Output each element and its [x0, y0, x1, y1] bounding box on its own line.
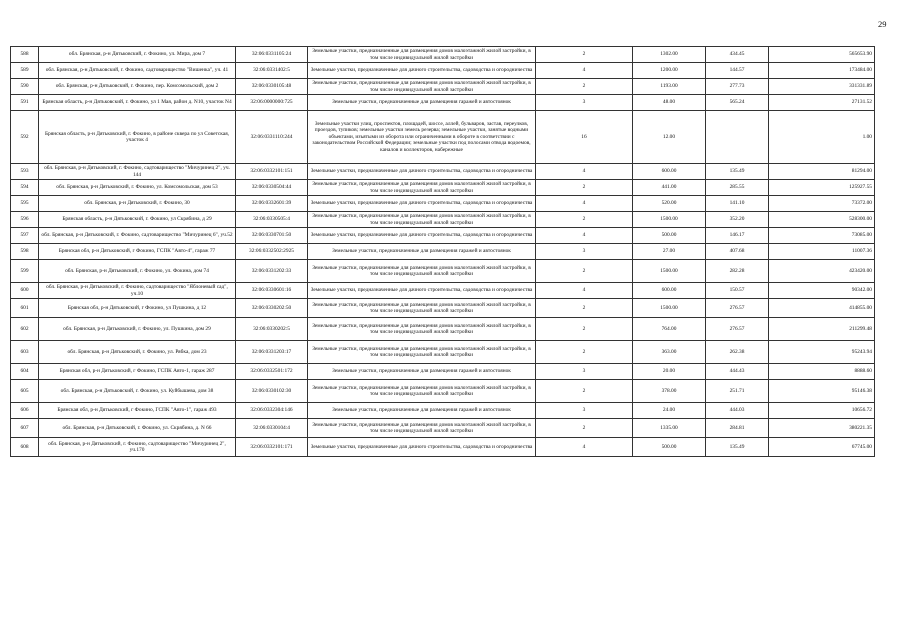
address-cell: обл. Брянская, р-н Дятьковский, г. Фокино, ул. Рябка, дом 23 [39, 341, 236, 364]
specific-value-cell: 276.57 [706, 318, 769, 341]
specific-value-cell: 282.28 [706, 260, 769, 283]
row-number-cell: 596 [11, 212, 39, 228]
permitted-use-cell: Земельные участки, предназначенные для размещения домов малоэтажной жилой застройки, в том числе индивидуальной жилой застройки [308, 212, 536, 228]
row-number-cell: 591 [11, 95, 39, 111]
use-group-cell: 3 [536, 95, 633, 111]
use-group-cell: 3 [536, 403, 633, 419]
row-number-cell: 593 [11, 164, 39, 180]
specific-value-cell: 277.73 [706, 79, 769, 95]
permitted-use-cell: Земельные участки, предназначенные для дачного строительства, садоводства и огородничества [308, 63, 536, 79]
specific-value-cell: 407.68 [706, 244, 769, 260]
cadastral-number-cell: 32:06:0332304:146 [236, 403, 308, 419]
specific-value-cell: 444.03 [706, 403, 769, 419]
permitted-use-cell: Земельные участки, предназначенные для дачного строительства, садоводства и огородничества [308, 283, 536, 299]
use-group-cell: 4 [536, 196, 633, 212]
cadastral-number-cell: 32:06:0330202:5 [236, 318, 308, 341]
specific-value-cell: 135.49 [706, 438, 769, 457]
row-number-cell: 601 [11, 299, 39, 318]
cadastral-number-cell: 32:06:0330202:50 [236, 299, 308, 318]
cadastral-number-cell: 32:06:0330601:16 [236, 283, 308, 299]
address-cell: Брянская обл, р-н Дятьковский, г Фокино, ГСПК "Авто-4", гараж 77 [39, 244, 236, 260]
use-group-cell: 2 [536, 299, 633, 318]
area-cell: 378.00 [633, 380, 706, 403]
row-number-cell: 588 [11, 47, 39, 63]
table-row [11, 283, 875, 299]
cadastral-number-cell: 32:06:0332601:39 [236, 196, 308, 212]
specific-value-cell: 444.43 [706, 364, 769, 380]
permitted-use-cell: Земельные участки, предназначенные для размещения домов малоэтажной жилой застройки, в том числе индивидуальной жилой застройки [308, 260, 536, 283]
permitted-use-cell: Земельные участки, предназначенные для размещения гаражей и автостоянок [308, 95, 536, 111]
table-row [11, 164, 875, 180]
table-row [11, 299, 875, 318]
cadastral-value-cell: 73372.00 [769, 196, 875, 212]
cadastral-number-cell: 32:06:0331110:244 [236, 111, 308, 164]
address-cell: Брянская обл, р-н Дятьковский, г Фокино, ул Пушкина, д 12 [39, 299, 236, 318]
area-cell: 1500.00 [633, 299, 706, 318]
address-cell: Брянская область, р-н Дятьковский, г. Фокино, ул Скрябина, д 29 [39, 212, 236, 228]
specific-value-cell: 284.81 [706, 419, 769, 438]
area-cell: 1200.00 [633, 63, 706, 79]
cadastral-value-cell: 173484.00 [769, 63, 875, 79]
address-cell: обл. Брянская, р-н Дятьковский, г. Фокино, ул. Пушкина, дом 29 [39, 318, 236, 341]
table-row [11, 380, 875, 403]
cadastral-number-cell: 32:06:0331105:24 [236, 47, 308, 63]
specific-value-cell: 352.20 [706, 212, 769, 228]
table-row [11, 212, 875, 228]
area-cell: 48.00 [633, 95, 706, 111]
table-row [11, 244, 875, 260]
cadastral-value-cell: 90342.00 [769, 283, 875, 299]
table-row [11, 364, 875, 380]
row-number-cell: 592 [11, 111, 39, 164]
address-cell: Брянская область, р-н Дятьковский, г. Фокино, в районе сквера по ул Советская, участок 4 [39, 111, 236, 164]
specific-value-cell: 144.57 [706, 63, 769, 79]
cadastral-value-cell: 423420.00 [769, 260, 875, 283]
cadastral-number-cell: 32:06:0331202:33 [236, 260, 308, 283]
address-cell: обл. Брянская, р-н Дятьковский, г. Фокино, пер. Комсомольский, дом 2 [39, 79, 236, 95]
area-cell: 1335.00 [633, 419, 706, 438]
row-number-cell: 603 [11, 341, 39, 364]
cadastral-value-cell: 95146.38 [769, 380, 875, 403]
use-group-cell: 2 [536, 341, 633, 364]
area-cell: 363.00 [633, 341, 706, 364]
permitted-use-cell: Земельные участки, предназначенные для размещения домов малоэтажной жилой застройки, в том числе индивидуальной жилой застройки [308, 79, 536, 95]
row-number-cell: 594 [11, 180, 39, 196]
cadastral-value-cell: 125927.55 [769, 180, 875, 196]
table-row [11, 63, 875, 79]
cadastral-value-cell: 211299.48 [769, 318, 875, 341]
address-cell: обл. Брянская, р-н Дятьковский, г. Фокино, ул. Куйбышева, дом 38 [39, 380, 236, 403]
permitted-use-cell: Земельные участки улиц, проспектов, площадей, шоссе, аллей, бульваров, застав, переулков, проездов, тупиков; земельные участки земель резерва; земельные участки, занятые водными объектами, изъятыми из оборота или ограниченными в обороте в соответствии с законодательством Российской Федерации; земельные участки под полосами отвода водоемов, каналов и коллекторов, набережные [308, 111, 536, 164]
table-row [11, 260, 875, 283]
specific-value-cell: 276.57 [706, 299, 769, 318]
area-cell: 500.00 [633, 438, 706, 457]
use-group-cell: 4 [536, 63, 633, 79]
specific-value-cell: 141.10 [706, 196, 769, 212]
area-cell: 20.00 [633, 364, 706, 380]
permitted-use-cell: Земельные участки, предназначенные для размещения домов малоэтажной жилой застройки, в том числе индивидуальной жилой застройки [308, 299, 536, 318]
permitted-use-cell: Земельные участки, предназначенные для размещения домов малоэтажной жилой застройки, в том числе индивидуальной жилой застройки [308, 419, 536, 438]
table-row [11, 111, 875, 164]
specific-value-cell: 135.49 [706, 164, 769, 180]
use-group-cell: 2 [536, 47, 633, 63]
cadastral-value-cell: 414855.00 [769, 299, 875, 318]
row-number-cell: 605 [11, 380, 39, 403]
table-row [11, 419, 875, 438]
use-group-cell: 2 [536, 212, 633, 228]
land-registry-table [10, 46, 875, 457]
specific-value-cell: 146.17 [706, 228, 769, 244]
cadastral-value-cell: 67745.00 [769, 438, 875, 457]
cadastral-number-cell: 32:06:0330504:44 [236, 180, 308, 196]
address-cell: обл. Брянская, р-н Дятьковский, г. Фокино, ул. Комсомольская, дом 53 [39, 180, 236, 196]
area-cell: 441.00 [633, 180, 706, 196]
table-row [11, 47, 875, 63]
specific-value-cell: 262.38 [706, 341, 769, 364]
row-number-cell: 595 [11, 196, 39, 212]
use-group-cell: 16 [536, 111, 633, 164]
table-row [11, 318, 875, 341]
cadastral-value-cell: 10656.72 [769, 403, 875, 419]
area-cell: 600.00 [633, 164, 706, 180]
cadastral-number-cell: 32:06:0330104:4 [236, 419, 308, 438]
cadastral-number-cell: 32:06:0000000:725 [236, 95, 308, 111]
row-number-cell: 604 [11, 364, 39, 380]
area-cell: 520.00 [633, 196, 706, 212]
cadastral-value-cell: 95243.94 [769, 341, 875, 364]
row-number-cell: 600 [11, 283, 39, 299]
use-group-cell: 2 [536, 419, 633, 438]
area-cell: 27.00 [633, 244, 706, 260]
cadastral-number-cell: 32:06:0330701:50 [236, 228, 308, 244]
row-number-cell: 599 [11, 260, 39, 283]
address-cell: обл. Брянская, р-н Дятьковский, г. Фокино, ул. Фокина, дом 74 [39, 260, 236, 283]
cadastral-value-cell: 565653.90 [769, 47, 875, 63]
address-cell: обл. Брянская, р-н Дятьковский, г. Фокино, ул. Скрябина, д. N 66 [39, 419, 236, 438]
permitted-use-cell: Земельные участки, предназначенные для размещения гаражей и автостоянок [308, 364, 536, 380]
cadastral-number-cell: 32:06:0332502:2925 [236, 244, 308, 260]
table-row [11, 95, 875, 111]
area-cell: 500.00 [633, 228, 706, 244]
cadastral-value-cell: 380221.35 [769, 419, 875, 438]
area-cell: 1500.00 [633, 260, 706, 283]
area-cell: 1193.00 [633, 79, 706, 95]
row-number-cell: 589 [11, 63, 39, 79]
address-cell: Брянская обл, р-н Дятьковский, г Фокино, ГСПК Авто-1, гараж 287 [39, 364, 236, 380]
permitted-use-cell: Земельные участки, предназначенные для дачного строительства, садоводства и огородничества [308, 228, 536, 244]
cadastral-value-cell: 1.00 [769, 111, 875, 164]
permitted-use-cell: Земельные участки, предназначенные для размещения домов малоэтажной жилой застройки, в том числе индивидуальной жилой застройки [308, 380, 536, 403]
cadastral-number-cell: 32:06:0330105:48 [236, 79, 308, 95]
cadastral-number-cell: 32:06:0331402:5 [236, 63, 308, 79]
table-row [11, 196, 875, 212]
address-cell: обл. Брянская, р-н Дятьковский, г. Фокино, садтоварищество "Мичуринец 6", уч.52 [39, 228, 236, 244]
use-group-cell: 2 [536, 260, 633, 283]
use-group-cell: 3 [536, 244, 633, 260]
row-number-cell: 590 [11, 79, 39, 95]
use-group-cell: 4 [536, 228, 633, 244]
cadastral-number-cell: 32:06:0330505:4 [236, 212, 308, 228]
table-row [11, 341, 875, 364]
cadastral-value-cell: 331331.89 [769, 79, 875, 95]
permitted-use-cell: Земельные участки, предназначенные для размещения домов малоэтажной жилой застройки, в том числе индивидуальной жилой застройки [308, 47, 536, 63]
address-cell: Брянская обл, р-н Дятьковский, г Фокино, ГСПК "Авто-1", гараж 493 [39, 403, 236, 419]
permitted-use-cell: Земельные участки, предназначенные для размещения гаражей и автостоянок [308, 403, 536, 419]
cadastral-number-cell: 32:06:0332501:172 [236, 364, 308, 380]
specific-value-cell: 565.24 [706, 95, 769, 111]
cadastral-number-cell: 32:06:0332101:171 [236, 438, 308, 457]
area-cell: 1302.00 [633, 47, 706, 63]
address-cell: обл. Брянская, р-н Дятьковский, г. Фокино, садтоварищество "Мичуринец 2", уч. 144 [39, 164, 236, 180]
area-cell: 24.00 [633, 403, 706, 419]
row-number-cell: 607 [11, 419, 39, 438]
cadastral-value-cell: 8888.60 [769, 364, 875, 380]
area-cell: 1500.00 [633, 212, 706, 228]
table-row [11, 228, 875, 244]
cadastral-number-cell: 32:06:0331203:17 [236, 341, 308, 364]
table-row [11, 403, 875, 419]
address-cell: обл. Брянская, р-н Дятьковский, г. Фокино, 30 [39, 196, 236, 212]
specific-value-cell: 251.71 [706, 380, 769, 403]
address-cell: обл. Брянская, р-н Дятьковский, г. Фокино, садтоварищество "Яблоневый сад", уч.10 [39, 283, 236, 299]
specific-value-cell [706, 111, 769, 164]
specific-value-cell: 285.55 [706, 180, 769, 196]
permitted-use-cell: Земельные участки, предназначенные для дачного строительства, садоводства и огородничества [308, 196, 536, 212]
table-row [11, 79, 875, 95]
cadastral-value-cell: 27131.52 [769, 95, 875, 111]
cadastral-number-cell: 32:06:0330102:30 [236, 380, 308, 403]
row-number-cell: 597 [11, 228, 39, 244]
table-row [11, 180, 875, 196]
row-number-cell: 598 [11, 244, 39, 260]
use-group-cell: 4 [536, 283, 633, 299]
cadastral-value-cell: 73085.00 [769, 228, 875, 244]
use-group-cell: 2 [536, 318, 633, 341]
cadastral-value-cell: 528300.00 [769, 212, 875, 228]
address-cell: Брянская область, р-н Дятьковский, г. Фокино, ул 1 Мая, район д. N10, участок N4 [39, 95, 236, 111]
use-group-cell: 2 [536, 380, 633, 403]
page-number: 29 [878, 19, 887, 29]
address-cell: обл. Брянская, р-н Дятьковский, г. Фокино, садтоварищество "Вишенка", уч. 41 [39, 63, 236, 79]
permitted-use-cell: Земельные участки, предназначенные для размещения домов малоэтажной жилой застройки, в том числе индивидуальной жилой застройки [308, 341, 536, 364]
address-cell: обл. Брянская, р-н Дятьковский, г. Фокино, ул. Мира, дом 7 [39, 47, 236, 63]
row-number-cell: 606 [11, 403, 39, 419]
specific-value-cell: 150.57 [706, 283, 769, 299]
specific-value-cell: 434.45 [706, 47, 769, 63]
permitted-use-cell: Земельные участки, предназначенные для дачного строительства, садоводства и огородничества [308, 438, 536, 457]
permitted-use-cell: Земельные участки, предназначенные для дачного строительства, садоводства и огородничества [308, 164, 536, 180]
cadastral-value-cell: 81294.00 [769, 164, 875, 180]
area-cell: 600.00 [633, 283, 706, 299]
use-group-cell: 4 [536, 164, 633, 180]
table-body [11, 47, 875, 457]
use-group-cell: 4 [536, 438, 633, 457]
use-group-cell: 2 [536, 180, 633, 196]
area-cell: 12.00 [633, 111, 706, 164]
use-group-cell: 3 [536, 364, 633, 380]
use-group-cell: 2 [536, 79, 633, 95]
address-cell: обл. Брянская, р-н Дятьковский, г. Фокино, садтоварищество "Мичуринец 2", уч.170 [39, 438, 236, 457]
cadastral-value-cell: 11007.36 [769, 244, 875, 260]
permitted-use-cell: Земельные участки, предназначенные для размещения гаражей и автостоянок [308, 244, 536, 260]
permitted-use-cell: Земельные участки, предназначенные для размещения домов малоэтажной жилой застройки, в том числе индивидуальной жилой застройки [308, 318, 536, 341]
area-cell: 764.00 [633, 318, 706, 341]
row-number-cell: 608 [11, 438, 39, 457]
table-row [11, 438, 875, 457]
permitted-use-cell: Земельные участки, предназначенные для размещения домов малоэтажной жилой застройки, в том числе индивидуальной жилой застройки [308, 180, 536, 196]
row-number-cell: 602 [11, 318, 39, 341]
cadastral-number-cell: 32:06:0332101:151 [236, 164, 308, 180]
